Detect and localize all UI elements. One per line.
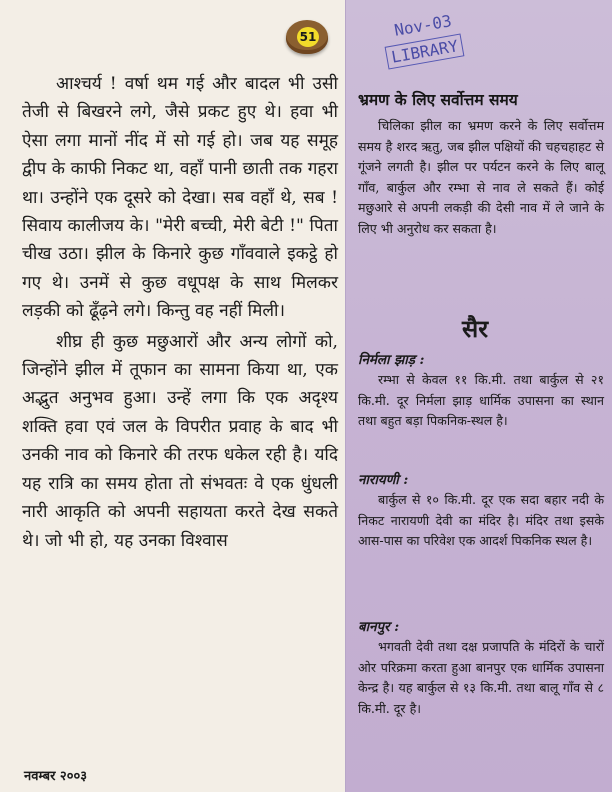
- library-stamp-date: Nov-03: [392, 11, 454, 40]
- place-name: निर्मला झाड़ :: [358, 352, 425, 368]
- place-description: [358, 370, 604, 432]
- footer-date: नवम्बर २००३: [24, 769, 87, 784]
- library-stamp-label: LIBRARY: [385, 33, 465, 69]
- place-description: [358, 490, 604, 552]
- page-number: 51: [297, 27, 319, 47]
- place-name: बानपुर :: [358, 619, 400, 635]
- place-text: भगवती देवी तथा दक्ष प्रजापति के मंदिरों के चारों ओर परिक्रमा करता हुआ बानपुर एक धार्मिक उपासना केन्द्र है। यह बार्कुल से १३ कि.मी. तथा बालू गाँव से ८ कि.मी. दूर है।: [358, 639, 604, 716]
- place-name: नारायणी :: [358, 472, 409, 488]
- sidebar-intro: [358, 116, 604, 240]
- sidebar-heading: भ्रमण के लिए सर्वोत्तम समय: [358, 90, 518, 109]
- place-description: [358, 637, 604, 719]
- article-paragraph: शीघ्र ही कुछ मछुआरों और अन्य लोगों को, जिन्होंने झील में तूफान का सामना किया था, एक अद्भुत अनुभव हुआ। उन्हें लगा कि एक अदृश्य शक्ति हवा एवं जल के विपरीत प्रवाह के बाद भी उनकी नाव को किनारे की तरफ धकेल रही है। यदि यह रात्रि का समय होता तो संभवतः वे एक धुंधली नारी आकृति को अपनी सहायता करते देख सकते थे। जो भी हो, यह उनका विश्वास: [22, 331, 338, 551]
- section-title: सैर: [462, 314, 489, 343]
- article-paragraph: आश्चर्य ! वर्षा थम गई और बादल भी उसी तेजी से बिखरने लगे, जैसे प्रकट हुए थे। हवा भी ऐसा लगा मानों नींद में सो गई हो। जब यह समूह द्वीप के काफी निकट था, वहाँ पानी छाती तक गहरा था। उन्होंने एक दूसरे को देखा। सब वहाँ थे, सब ! सिवाय कालीजय के। "मेरी बच्ची, मेरी बेटी !" पिता चीख उठा। झील के किनारे कुछ गाँववाले इकट्ठे हो गए थे। उनमें से कुछ वधूपक्ष के साथ मिलकर लड़की को ढूँढ़ने लगे। किन्तु वह नहीं मिली।: [22, 74, 338, 322]
- place-text: रम्भा से केवल ११ कि.मी. तथा बार्कुल से २१ कि.मी. दूर निर्मला झाड़ धार्मिक उपासना का स्थान तथा बहुत बड़ा पिकनिक-स्थल है।: [358, 372, 604, 429]
- sidebar-intro-text: चिलिका झील का भ्रमण करने के लिए सर्वोत्तम समय है शरद ऋतु, जब झील पक्षियों की चहचहाहट से गूंजने लगती है। झील पर पर्यटन करने के लिए बालू गाँव, बार्कुल और रम्भा से नाव ले सकते हैं। कोई मछुआरे से अपनी लकड़ी की देसी नाव में ले जाने के लिए भी अनुरोध कर सकता है।: [358, 118, 604, 236]
- article-body: [22, 70, 338, 555]
- place-text: बार्कुल से १० कि.मी. दूर एक सदा बहार नदी के निकट नारायणी देवी का मंदिर है। मंदिर तथा इसके आस-पास का परिवेश एक आदर्श पिकनिक स्थल है।: [358, 492, 604, 549]
